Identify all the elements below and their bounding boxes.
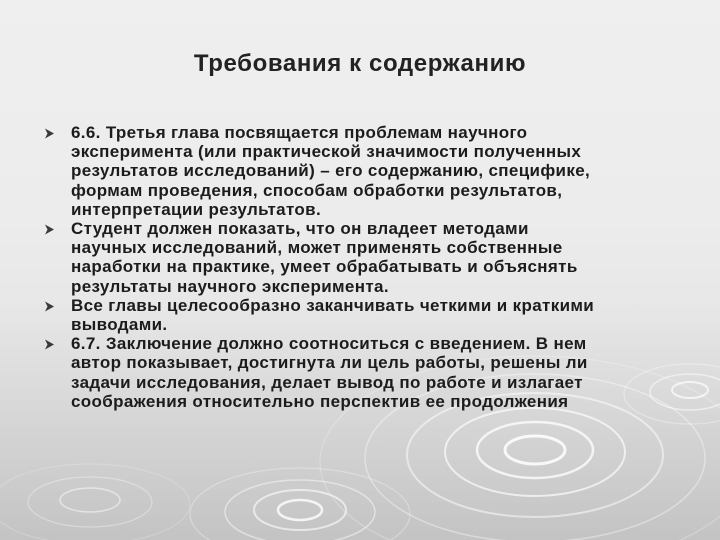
bullet-line: 6.7. Заключение должно соотноситься с введением. В нем <box>71 334 587 354</box>
bullet-line: выводами. <box>71 315 168 335</box>
bullet-line: эксперимента (или практической значимости полученных <box>71 142 582 162</box>
bullet-line: задачи исследования, делает вывод по работе и излагает <box>71 372 583 392</box>
arrowhead-icon <box>44 128 55 139</box>
bullet-line: автор показывает, достигнута ли цель работы, решены ли <box>71 353 588 373</box>
arrowhead-icon <box>44 301 55 312</box>
bullet-item <box>44 123 684 219</box>
arrowhead-icon <box>44 224 55 235</box>
bullet-line: Студент должен показать, что он владеет методами <box>71 219 529 239</box>
bullet-item <box>44 296 684 334</box>
bullet-line: результаты научного эксперимента. <box>71 276 389 296</box>
bullet-line: Все главы целесообразно заканчивать четкими и краткими <box>71 295 595 315</box>
bullet-line: наработки на практике, умеет обрабатывать и объяснять <box>71 257 578 277</box>
bullet-line: соображения относительно перспектив ее продолжения <box>71 391 569 411</box>
slide-title: Требования к содержанию <box>193 50 527 77</box>
bullet-line: формам проведения, способам обработки результатов, <box>71 180 563 200</box>
bullet-line: интерпретации результатов. <box>71 199 322 219</box>
bullet-list <box>44 123 684 411</box>
bullet-line: результатов исследований) – его содержанию, специфике, <box>71 161 591 181</box>
bullet-item <box>44 219 684 296</box>
bullet-line: научных исследований, может применять собственные <box>71 238 563 258</box>
bullet-line: 6.6. Третья глава посвящается проблемам научного <box>71 123 528 142</box>
bullet-item <box>44 334 684 411</box>
arrowhead-icon <box>44 339 55 350</box>
